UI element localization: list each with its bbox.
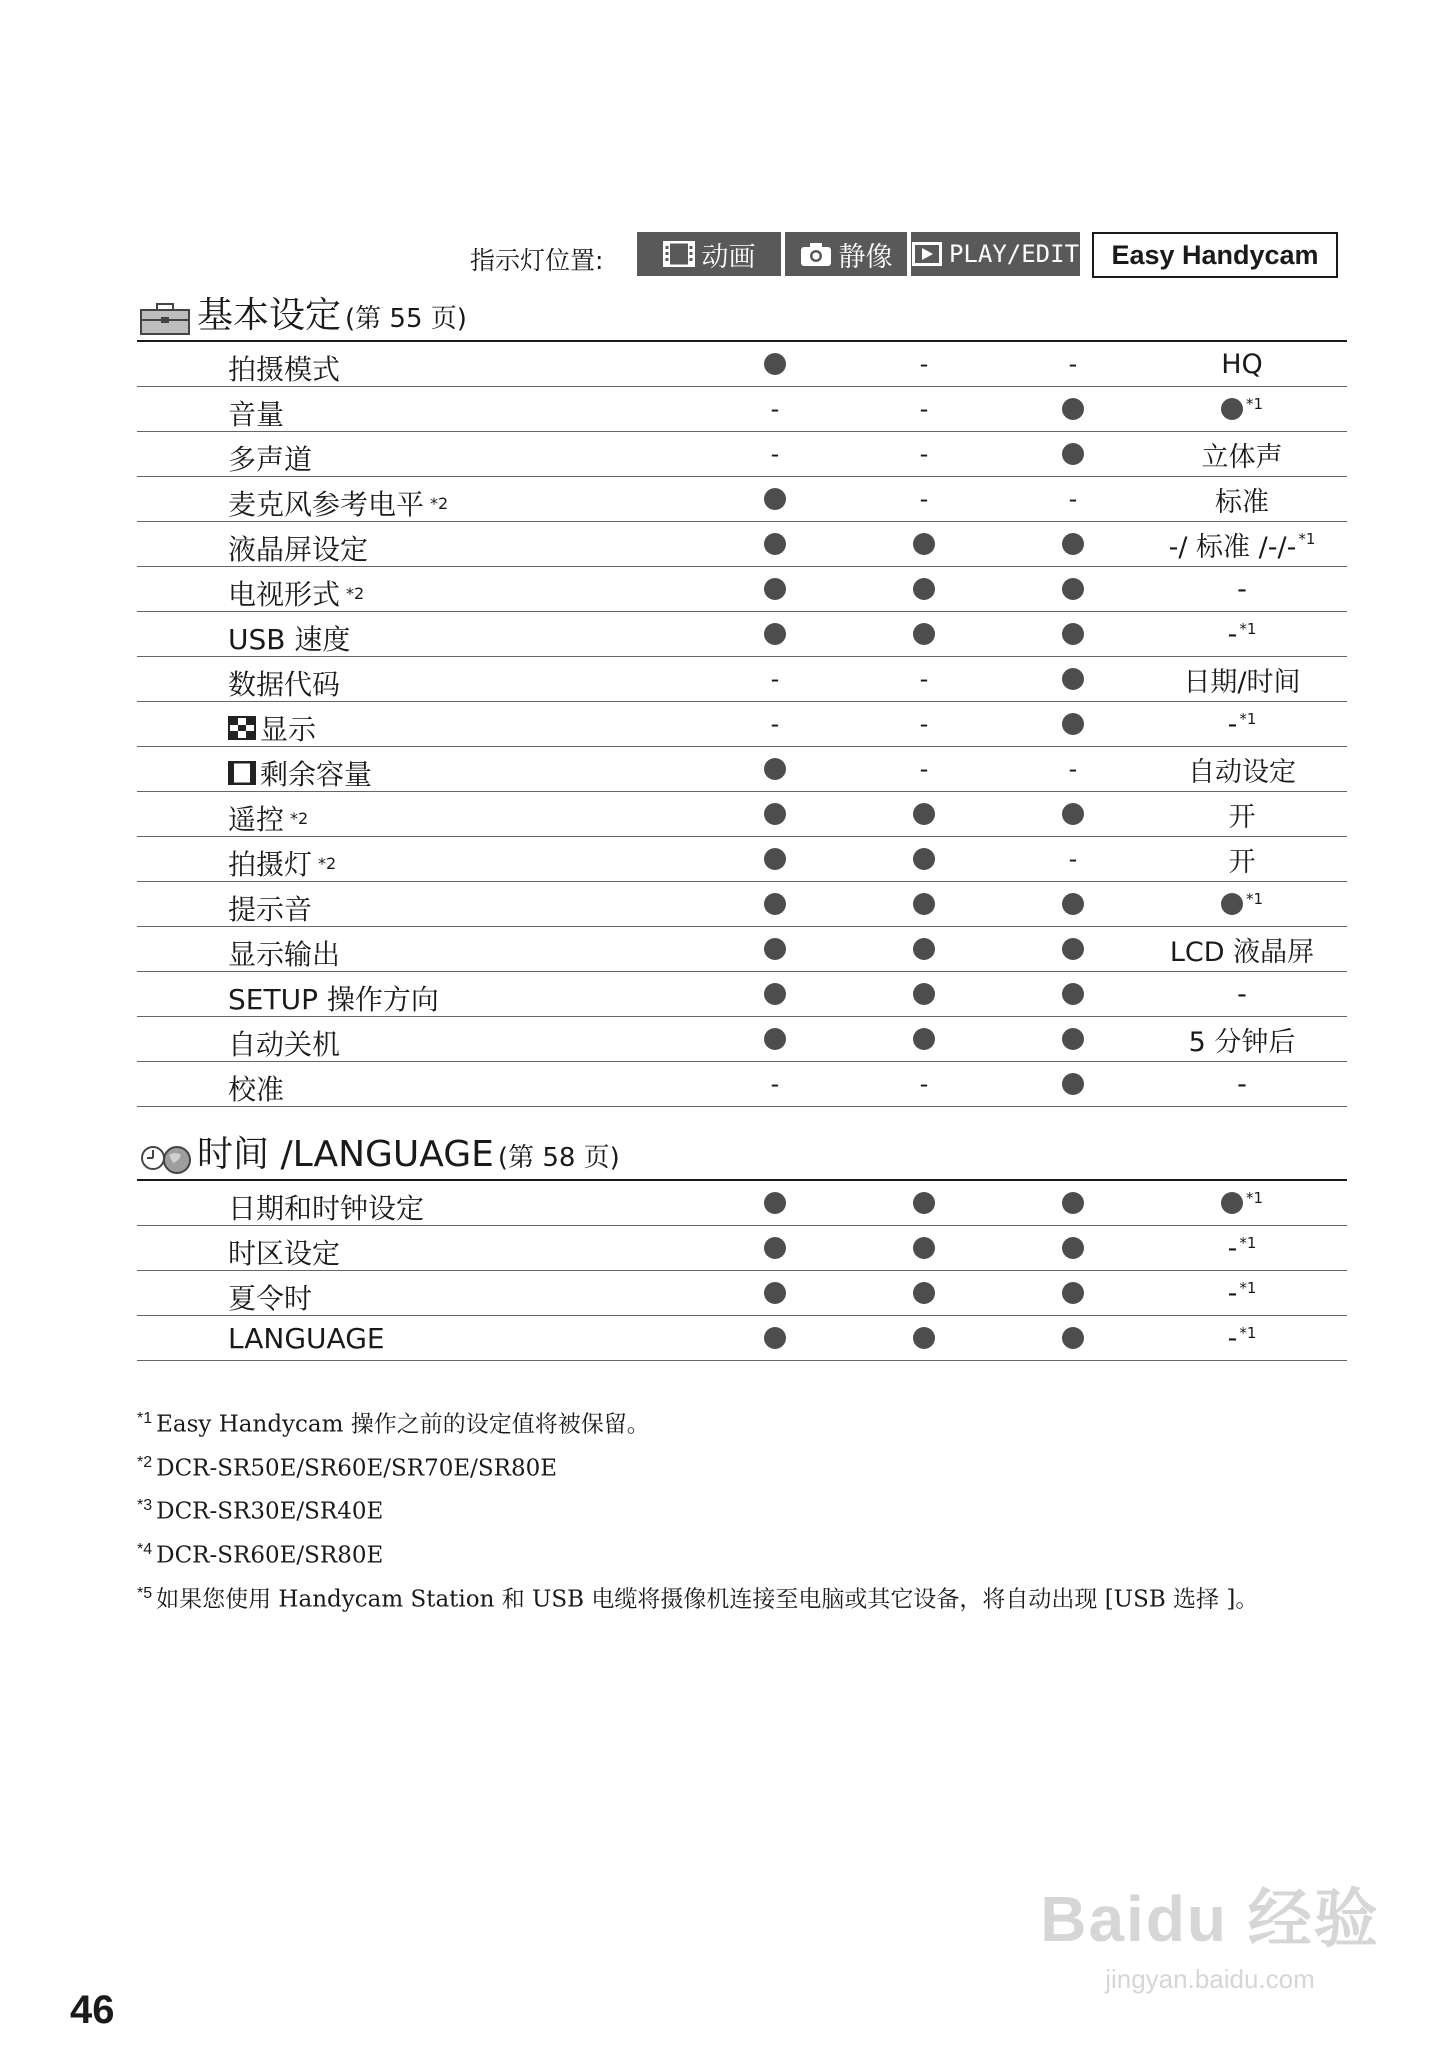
setting-label: SETUP 操作方向 (228, 983, 439, 1016)
table-row (137, 1017, 1347, 1062)
mode-cell (874, 342, 974, 386)
available-dot (1062, 713, 1084, 735)
unavailable-dash: - (919, 665, 929, 693)
footnotes (137, 1400, 1357, 1618)
mode-cell (1023, 1316, 1123, 1360)
available-dot (1062, 398, 1084, 420)
footnote-mark: *2 (290, 808, 309, 828)
footnote-text: DCR-SR50E/SR60E/SR70E/SR80E (156, 1455, 558, 1482)
available-dot (764, 848, 786, 870)
footnote-mark: *2 (346, 583, 365, 603)
mode-cell (725, 432, 825, 476)
easy-handycam-cell (1137, 432, 1347, 476)
available-dot (764, 578, 786, 600)
easy-value: 5 分钟后 (1188, 1026, 1296, 1058)
footnote-mark: *1 (1245, 1189, 1264, 1207)
available-dot (764, 1327, 786, 1349)
available-dot (1062, 1282, 1084, 1304)
available-dot (913, 578, 935, 600)
mode-cell (1023, 747, 1123, 791)
available-dot (913, 1282, 935, 1304)
footnote-text: Easy Handycam 操作之前的设定值将被保留。 (156, 1411, 650, 1438)
footnote-text: DCR-SR60E/SR80E (156, 1542, 384, 1569)
easy-value: -/ 标准 /-/- (1168, 531, 1297, 563)
setting-label: 夏令时 (228, 1282, 313, 1315)
film-icon (663, 241, 695, 267)
available-dot (913, 983, 935, 1005)
footnote (137, 1531, 1357, 1575)
available-dot (764, 1028, 786, 1050)
unavailable-dash: - (919, 350, 929, 378)
section-basic-settings-header (137, 292, 1347, 342)
footnote-mark: *1 (1245, 890, 1264, 908)
setting-name (228, 573, 364, 613)
table-row (137, 1226, 1347, 1271)
mode-cell (1023, 882, 1123, 926)
easy-handycam-cell (1137, 1271, 1347, 1315)
setting-label: 校准 (228, 1073, 285, 1106)
watermark-main: Baidu 经验 (1040, 1883, 1380, 1955)
mode-cell (1023, 657, 1123, 701)
setting-name (228, 843, 336, 883)
setting-name (228, 978, 439, 1018)
footnote-mark: *1 (1239, 1324, 1257, 1342)
setting-name (228, 438, 312, 478)
watermark (1040, 1868, 1380, 2008)
unavailable-dash: - (770, 1070, 780, 1098)
setting-name (228, 753, 372, 793)
easy-value: - (1227, 1322, 1238, 1354)
footnote (137, 1575, 1357, 1619)
mode-cell (874, 927, 974, 971)
mode-cell (874, 612, 974, 656)
table-row (137, 477, 1347, 522)
available-dot (764, 803, 786, 825)
section-basic-settings-title: 基本设定 (第 55 页) (197, 295, 467, 336)
mode-cell (874, 1226, 974, 1270)
mode-cell (725, 1316, 825, 1360)
mode-cell (725, 972, 825, 1016)
setting-label: 显示输出 (228, 938, 341, 971)
mode-cell (874, 387, 974, 431)
unavailable-dash: - (770, 710, 780, 738)
available-dot (913, 1028, 935, 1050)
setting-label: 拍摄灯 (228, 848, 313, 881)
footnote-mark: *4 (137, 1540, 153, 1558)
time-language-table (137, 1181, 1347, 1361)
mode-cell (874, 1017, 974, 1061)
easy-handycam-cell (1137, 522, 1347, 566)
setting-label: LANGUAGE (228, 1322, 385, 1355)
easy-value: LCD 液晶屏 (1169, 936, 1315, 968)
table-row (137, 792, 1347, 837)
mode-cell (1023, 342, 1123, 386)
mode-cell (725, 567, 825, 611)
easy-value: - (1227, 618, 1238, 650)
mode-photo-label: 静像 (838, 241, 893, 273)
mode-cell (725, 612, 825, 656)
setting-name (228, 618, 350, 658)
available-dot (1062, 1073, 1084, 1095)
mode-play-label: PLAY/EDIT (948, 240, 1080, 268)
footnote (137, 1487, 1357, 1531)
available-dot (913, 623, 935, 645)
setting-name (228, 1322, 385, 1355)
table-row (137, 612, 1347, 657)
footnote-mark: *1 (1239, 1279, 1257, 1297)
available-dot (913, 803, 935, 825)
mode-cell (874, 747, 974, 791)
mode-cell (1023, 972, 1123, 1016)
setting-name (228, 888, 312, 928)
mode-cell (1023, 1062, 1123, 1106)
mode-cell (874, 1271, 974, 1315)
mode-cell (725, 1017, 825, 1061)
mode-cell (874, 477, 974, 521)
table-row (137, 972, 1347, 1017)
footnote-mark: *1 (1239, 1234, 1257, 1252)
easy-value: - (1237, 573, 1247, 605)
available-dot (764, 623, 786, 645)
table-row (137, 657, 1347, 702)
mode-cell (1023, 1181, 1123, 1225)
setting-name (228, 1232, 340, 1272)
available-dot (1062, 623, 1084, 645)
table-row (137, 567, 1347, 612)
available-dot (1062, 1327, 1084, 1349)
footnote-text: 如果您使用 Handycam Station 和 USB 电缆将摄像机连接至电脑或其它设备，将自动出现 [USB 选择 ]。 (156, 1586, 1259, 1613)
footnote-mark: *5 (137, 1584, 153, 1602)
easy-handycam-cell (1137, 612, 1347, 656)
setting-name (228, 708, 316, 748)
unavailable-dash: - (919, 395, 929, 423)
thumbnail-icon (228, 716, 256, 740)
mode-cell (1023, 1226, 1123, 1270)
available-dot (1062, 938, 1084, 960)
available-dot (913, 1237, 935, 1259)
available-dot (1062, 893, 1084, 915)
mode-cell (725, 522, 825, 566)
table-row (137, 387, 1347, 432)
table-row (137, 342, 1347, 387)
mode-cell (1023, 1271, 1123, 1315)
mode-cell (874, 567, 974, 611)
available-dot (1062, 668, 1084, 690)
easy-handycam-cell (1137, 927, 1347, 971)
mode-cell (1023, 837, 1123, 881)
mode-cell (1023, 612, 1123, 656)
footnote-mark: *1 (1239, 710, 1257, 728)
available-dot (764, 938, 786, 960)
footnote-mark: *2 (318, 853, 337, 873)
setting-label: 数据代码 (228, 668, 341, 701)
mode-cell (1023, 522, 1123, 566)
table-row (137, 1062, 1347, 1107)
mode-cell (874, 1062, 974, 1106)
mode-cell (725, 927, 825, 971)
setting-label: USB 速度 (228, 623, 351, 656)
unavailable-dash: - (919, 440, 929, 468)
easy-handycam-cell (1137, 1017, 1347, 1061)
mode-cell (1023, 702, 1123, 746)
available-dot (764, 1192, 786, 1214)
setting-name (228, 933, 340, 973)
table-row (137, 1271, 1347, 1316)
available-dot (764, 1237, 786, 1259)
easy-handycam-cell (1137, 702, 1347, 746)
available-dot (1221, 1192, 1243, 1214)
mode-cell (725, 747, 825, 791)
mode-cell (874, 882, 974, 926)
available-dot (764, 893, 786, 915)
setting-name (228, 348, 340, 388)
easy-handycam-cell (1137, 1226, 1347, 1270)
setting-name (228, 1068, 284, 1108)
available-dot (1062, 1237, 1084, 1259)
table-row (137, 882, 1347, 927)
table-row (137, 522, 1347, 567)
mode-cell (874, 702, 974, 746)
available-dot (913, 1192, 935, 1214)
footnote-mark: *1 (137, 1410, 153, 1427)
available-dot (764, 758, 786, 780)
setting-name (228, 483, 448, 523)
mode-cell (874, 972, 974, 1016)
section-time-language-title: 时间 /LANGUAGE (第 58 页) (197, 1134, 620, 1175)
mode-movie-box (637, 232, 781, 276)
unavailable-dash: - (1068, 845, 1078, 873)
setting-label: 提示音 (228, 893, 313, 926)
mode-easy-handycam-box: Easy Handycam (1092, 232, 1338, 278)
play-icon (912, 242, 942, 266)
available-dot (1062, 1192, 1084, 1214)
setting-label: 音量 (228, 398, 285, 431)
setting-name (228, 1187, 424, 1227)
mode-play-box (911, 232, 1080, 276)
available-dot (1062, 1028, 1084, 1050)
mode-cell (1023, 792, 1123, 836)
table-row (137, 927, 1347, 972)
available-dot (1062, 983, 1084, 1005)
mode-cell (874, 657, 974, 701)
unavailable-dash: - (919, 1070, 929, 1098)
unavailable-dash: - (919, 755, 929, 783)
easy-value: 标准 (1215, 486, 1269, 518)
available-dot (1062, 443, 1084, 465)
available-dot (764, 983, 786, 1005)
easy-handycam-cell (1137, 567, 1347, 611)
mode-cell (725, 477, 825, 521)
film-icon (228, 761, 256, 785)
unavailable-dash: - (1068, 755, 1078, 783)
setting-label: 麦克风参考电平 (228, 488, 425, 521)
available-dot (764, 488, 786, 510)
available-dot (1062, 803, 1084, 825)
setting-label: 时区设定 (228, 1237, 341, 1270)
available-dot (764, 1282, 786, 1304)
available-dot (913, 1327, 935, 1349)
easy-handycam-cell (1137, 792, 1347, 836)
setting-label: 多声道 (228, 443, 313, 476)
easy-value: 日期/时间 (1183, 666, 1301, 698)
unavailable-dash: - (1068, 485, 1078, 513)
available-dot (1062, 578, 1084, 600)
setting-label: 电视形式 (228, 578, 341, 611)
mode-cell (1023, 1017, 1123, 1061)
easy-handycam-cell (1137, 477, 1347, 521)
footnote (137, 1400, 1357, 1444)
mode-movie-label: 动画 (701, 241, 756, 273)
mode-cell (725, 1226, 825, 1270)
setting-name (228, 1277, 312, 1317)
setting-label: 自动关机 (228, 1028, 341, 1061)
easy-value: 立体声 (1201, 441, 1283, 473)
mode-cell (1023, 432, 1123, 476)
footnote-mark: *1 (1298, 530, 1316, 548)
setting-name (228, 393, 284, 433)
easy-value: - (1237, 978, 1247, 1010)
available-dot (913, 938, 935, 960)
watermark-sub: jingyan.baidu.com (1105, 1964, 1315, 1994)
basic-settings-table (137, 342, 1347, 1107)
mode-cell (725, 837, 825, 881)
table-row (137, 1181, 1347, 1226)
unavailable-dash: - (919, 710, 929, 738)
easy-handycam-cell (1137, 387, 1347, 431)
footnote-text: DCR-SR30E/SR40E (156, 1498, 384, 1525)
easy-handycam-cell (1137, 342, 1347, 386)
easy-handycam-cell (1137, 882, 1347, 926)
table-row (137, 702, 1347, 747)
easy-handycam-cell (1137, 1062, 1347, 1106)
setting-label: 遥控 (228, 803, 285, 836)
mode-cell (1023, 387, 1123, 431)
easy-value: - (1227, 1232, 1238, 1264)
available-dot (1221, 893, 1243, 915)
mode-cell (725, 342, 825, 386)
mode-cell (1023, 567, 1123, 611)
toolbox-icon (139, 302, 191, 336)
easy-handycam-cell (1137, 1316, 1347, 1360)
unavailable-dash: - (770, 665, 780, 693)
table-row (137, 1316, 1347, 1361)
mode-cell (725, 792, 825, 836)
easy-value: 自动设定 (1188, 756, 1296, 788)
unavailable-dash: - (770, 395, 780, 423)
mode-cell (725, 702, 825, 746)
easy-value: 开 (1228, 846, 1256, 878)
page-number: 46 (70, 1988, 115, 2032)
available-dot (1221, 398, 1243, 420)
table-row (137, 747, 1347, 792)
camera-icon (800, 241, 832, 267)
setting-name (228, 528, 368, 568)
easy-value: - (1227, 708, 1238, 740)
mode-cell (725, 1181, 825, 1225)
footnote (137, 1444, 1357, 1488)
table-row (137, 837, 1347, 882)
setting-label: 液晶屏设定 (228, 533, 369, 566)
setting-label: 拍摄模式 (228, 353, 341, 386)
indicator-label: 指示灯位置: (470, 246, 604, 275)
mode-cell (725, 1062, 825, 1106)
mode-cell (725, 1271, 825, 1315)
mode-cell (1023, 477, 1123, 521)
available-dot (913, 848, 935, 870)
unavailable-dash: - (770, 440, 780, 468)
setting-name (228, 663, 340, 703)
footnote-mark: *2 (430, 493, 449, 513)
available-dot (764, 533, 786, 555)
section-time-language-header (137, 1131, 1347, 1181)
easy-handycam-cell (1137, 657, 1347, 701)
setting-label: 日期和时钟设定 (228, 1192, 425, 1225)
mode-cell (874, 792, 974, 836)
mode-cell (874, 432, 974, 476)
easy-value: HQ (1221, 348, 1263, 380)
table-row (137, 432, 1347, 477)
easy-value: - (1237, 1068, 1247, 1100)
footnote-mark: *1 (1239, 620, 1257, 638)
mode-cell (874, 837, 974, 881)
footnote-mark: *1 (1245, 395, 1264, 413)
available-dot (913, 893, 935, 915)
mode-cell (874, 522, 974, 566)
setting-label: 显示 (260, 713, 317, 746)
available-dot (913, 533, 935, 555)
footnote-mark: *2 (137, 1453, 153, 1471)
footnote-mark: *3 (137, 1497, 153, 1515)
available-dot (1062, 533, 1084, 555)
setting-name (228, 798, 308, 838)
easy-handycam-cell (1137, 837, 1347, 881)
easy-handycam-cell (1137, 747, 1347, 791)
mode-cell (1023, 927, 1123, 971)
setting-name (228, 1023, 340, 1063)
clock-globe-icon (139, 1141, 195, 1175)
easy-value: 开 (1228, 801, 1256, 833)
mode-cell (725, 387, 825, 431)
mode-cell (725, 657, 825, 701)
mode-cell (874, 1316, 974, 1360)
mode-cell (874, 1181, 974, 1225)
unavailable-dash: - (1068, 350, 1078, 378)
easy-handycam-cell (1137, 1181, 1347, 1225)
easy-handycam-cell (1137, 972, 1347, 1016)
setting-label: 剩余容量 (260, 758, 373, 791)
available-dot (764, 353, 786, 375)
easy-value: - (1227, 1277, 1238, 1309)
mode-photo-box (785, 232, 907, 276)
mode-cell (725, 882, 825, 926)
unavailable-dash: - (919, 485, 929, 513)
